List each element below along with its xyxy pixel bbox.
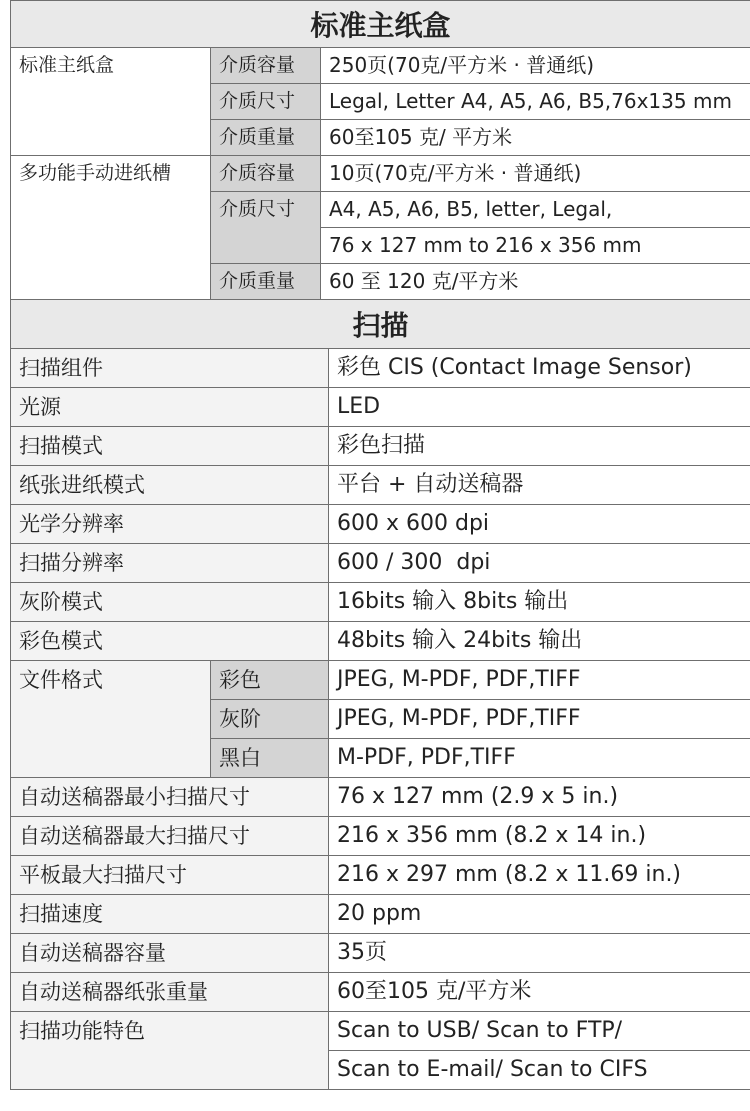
spec-label: 自动送稿器最大扫描尺寸 <box>11 817 329 856</box>
features-label: 扫描功能特色 <box>11 1012 329 1090</box>
paper-section-header-row <box>11 1 750 48</box>
spec-value: JPEG, M-PDF, PDF,TIFF <box>329 700 750 739</box>
group-label-main-tray: 标准主纸盒 <box>11 48 211 156</box>
sub-label: 黑白 <box>211 739 329 778</box>
spec-value: 60 至 120 克/平方米 <box>321 264 750 300</box>
table-row <box>11 544 750 583</box>
spec-value: 60至105 克/ 平方米 <box>321 120 750 156</box>
spec-label: 扫描组件 <box>11 349 329 388</box>
scan-section-header-row <box>11 300 750 349</box>
spec-value: 216 x 356 mm (8.2 x 14 in.) <box>329 817 750 856</box>
sub-label: 介质容量 <box>211 156 321 192</box>
table-row <box>11 388 750 427</box>
spec-value: 76 x 127 mm to 216 x 356 mm <box>321 228 750 264</box>
table-row <box>11 895 750 934</box>
paper-tray-table <box>10 0 750 300</box>
table-row <box>11 427 750 466</box>
sub-label: 介质尺寸 <box>211 192 321 264</box>
spec-sheet <box>10 0 750 1090</box>
spec-value: 彩色扫描 <box>329 427 750 466</box>
spec-value: 250页(70克/平方米 · 普通纸) <box>321 48 750 84</box>
table-row <box>11 466 750 505</box>
spec-value: 10页(70克/平方米 · 普通纸) <box>321 156 750 192</box>
table-row <box>11 48 750 84</box>
spec-label: 扫描速度 <box>11 895 329 934</box>
spec-value: M-PDF, PDF,TIFF <box>329 739 750 778</box>
table-row <box>11 817 750 856</box>
scan-table <box>10 299 750 1090</box>
scan-section-title: 扫描 <box>11 300 750 349</box>
sub-label: 介质重量 <box>211 120 321 156</box>
spec-label: 自动送稿器容量 <box>11 934 329 973</box>
sub-label: 灰阶 <box>211 700 329 739</box>
spec-value: LED <box>329 388 750 427</box>
spec-label: 自动送稿器最小扫描尺寸 <box>11 778 329 817</box>
spec-value: 76 x 127 mm (2.9 x 5 in.) <box>329 778 750 817</box>
table-row <box>11 934 750 973</box>
spec-label: 纸张进纸模式 <box>11 466 329 505</box>
spec-value: 平台 + 自动送稿器 <box>329 466 750 505</box>
spec-label: 扫描分辨率 <box>11 544 329 583</box>
spec-value: A4, A5, A6, B5, letter, Legal, <box>321 192 750 228</box>
spec-label: 扫描模式 <box>11 427 329 466</box>
spec-value: 20 ppm <box>329 895 750 934</box>
file-format-label: 文件格式 <box>11 661 211 778</box>
table-row <box>11 778 750 817</box>
group-label-manual-feed: 多功能手动进纸槽 <box>11 156 211 300</box>
table-row <box>11 622 750 661</box>
sub-label: 彩色 <box>211 661 329 700</box>
spec-value: Legal, Letter A4, A5, A6, B5,76x135 mm <box>321 84 750 120</box>
table-row <box>11 856 750 895</box>
spec-value: 600 / 300 dpi <box>329 544 750 583</box>
table-row <box>11 1012 750 1051</box>
spec-value: Scan to USB/ Scan to FTP/ <box>329 1012 750 1051</box>
spec-value: 600 x 600 dpi <box>329 505 750 544</box>
spec-value: 16bits 输入 8bits 输出 <box>329 583 750 622</box>
sub-label: 介质容量 <box>211 48 321 84</box>
spec-label: 平板最大扫描尺寸 <box>11 856 329 895</box>
spec-value: 216 x 297 mm (8.2 x 11.69 in.) <box>329 856 750 895</box>
spec-value: JPEG, M-PDF, PDF,TIFF <box>329 661 750 700</box>
sub-label: 介质重量 <box>211 264 321 300</box>
spec-label: 自动送稿器纸张重量 <box>11 973 329 1012</box>
spec-label: 光源 <box>11 388 329 427</box>
table-row <box>11 349 750 388</box>
table-row <box>11 661 750 700</box>
table-row <box>11 156 750 192</box>
spec-value: 60至105 克/平方米 <box>329 973 750 1012</box>
table-row <box>11 583 750 622</box>
spec-value: 48bits 输入 24bits 输出 <box>329 622 750 661</box>
table-row <box>11 505 750 544</box>
spec-value: 35页 <box>329 934 750 973</box>
spec-label: 灰阶模式 <box>11 583 329 622</box>
spec-label: 彩色模式 <box>11 622 329 661</box>
spec-label: 光学分辨率 <box>11 505 329 544</box>
spec-value: 彩色 CIS (Contact Image Sensor) <box>329 349 750 388</box>
table-row <box>11 973 750 1012</box>
sub-label: 介质尺寸 <box>211 84 321 120</box>
paper-section-title: 标准主纸盒 <box>11 1 750 48</box>
spec-value: Scan to E-mail/ Scan to CIFS <box>329 1051 750 1090</box>
